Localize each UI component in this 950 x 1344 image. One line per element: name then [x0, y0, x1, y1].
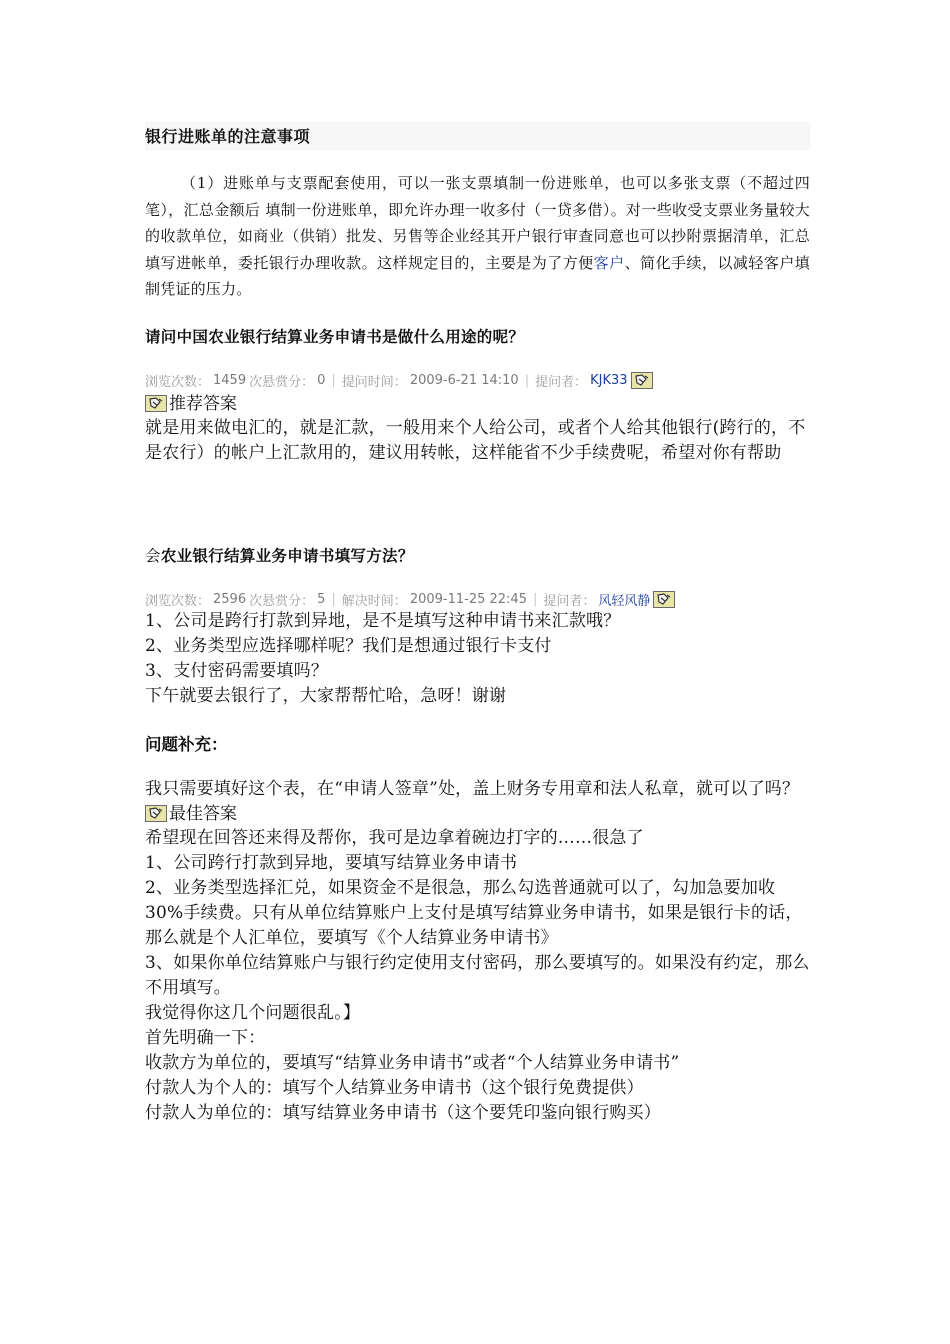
asker-link[interactable]: 风轻风静	[598, 593, 651, 609]
question2-title-lead: 会	[145, 546, 161, 565]
answer-line: 3、如果你单位结算账户与银行约定使用支付密码，那么要填写的。如果没有约定，那么不用填写。	[145, 952, 810, 998]
question-time: 2009-6-21 14:10	[409, 372, 519, 388]
views-count: 1459	[213, 372, 247, 388]
meta-separator: |	[331, 591, 336, 607]
user-badge-icon	[653, 591, 675, 608]
question2-line: 1、公司是跨行打款到异地，是不是填写这种申请书来汇款哦？	[145, 610, 621, 631]
answer-line: 首先明确一下：	[145, 1027, 266, 1048]
intro-paragraph	[145, 170, 810, 303]
question2-line: 2、业务类型应选择哪样呢？我们是想通过银行卡支付	[145, 635, 552, 656]
best-answer-body	[145, 826, 810, 1126]
supplement-text: 我只需要填好这个表，在“申请人签章”处，盖上财务专用章和法人私章，就可以了吗？	[145, 778, 800, 799]
answer-line: 1、公司跨行打款到异地，要填写结算业务申请书	[145, 852, 518, 873]
recommended-answer-header	[145, 392, 810, 416]
intro-text-2: 、简化手续，以减轻客户填制凭证的压力。	[145, 253, 811, 298]
best-answer-label: 最佳答案	[169, 803, 237, 824]
answer-line: 收款方为单位的，要填写“结算业务申请书”或者“个人结算业务申请书”	[145, 1052, 680, 1073]
intro-text-1: （1）进账单与支票配套使用，可以一张支票填制一份进账单，也可以多张支票（不超过四笔），汇总金额后 填制一份进账单，即允许办理一收多付（一贷多借）。对一些收受支票业务量较大的收款单位，如商业（供销）批发、另售等企业经其开户银行审查同意也可以抄附票据清单，汇总填写进帐单，委托银行办理收款。这样规定目的，主要是为了方便	[145, 174, 810, 272]
question2-line: 下午就要去银行了，大家帮帮忙哈，急呀！谢谢	[145, 685, 507, 706]
page-title: 银行进账单的注意事项	[145, 122, 810, 150]
time-label: 提问时间：	[341, 374, 407, 390]
question1-answer: 就是用来做电汇的，就是汇款，一般用来个人给公司，或者个人给其他银行(跨行的，不是农行）的帐户上汇款用的，建议用转帐，这样能省不少手续费呢，希望对你有帮助	[145, 417, 806, 463]
reward-label: 次悬赏分：	[249, 593, 315, 609]
question2-title	[145, 544, 810, 566]
answer-badge-icon	[145, 395, 167, 412]
question2-meta	[145, 590, 810, 609]
meta-separator: |	[524, 372, 530, 388]
user-badge-icon	[631, 372, 653, 389]
document-page	[145, 122, 810, 1126]
question2-line: 3、支付密码需要填吗？	[145, 660, 329, 681]
views-label: 浏览次数：	[145, 593, 211, 609]
resolved-time: 2009-11-25 22:45	[409, 591, 527, 607]
question2-title-rest: 农业银行结算业务申请书填写方法？	[160, 546, 414, 565]
asker-label: 提问者：	[543, 593, 596, 609]
answer-line: 我觉得你这几个问题很乱。】	[145, 1002, 361, 1023]
question2-body	[145, 609, 810, 709]
answer-badge-icon	[145, 805, 167, 822]
answer-line: 2、业务类型选择汇兑，如果资金不是很急，那么勾选普通就可以了，勾加急要加收30%手续费。只有从单位结算账户上支付是填写结算业务申请书，如果是银行卡的话，那么就是个人汇单位，要填写《个人结算业务申请书》	[145, 877, 803, 948]
question1-title: 请问中国农业银行结算业务申请书是做什么用途的呢？	[145, 327, 525, 346]
reward-value: 5	[317, 591, 326, 607]
customer-link[interactable]: 客户	[593, 253, 625, 272]
meta-separator: |	[331, 372, 336, 388]
recommended-answer-label: 推荐答案	[169, 393, 237, 414]
time-label: 解决时间：	[341, 593, 407, 609]
views-count: 2596	[213, 591, 247, 607]
supplement-label: 问题补充：	[145, 734, 228, 754]
views-label: 浏览次数：	[145, 374, 211, 390]
meta-separator: |	[532, 591, 538, 607]
question1-meta	[145, 371, 810, 390]
answer-line: 付款人为单位的：填写结算业务申请书（这个要凭印鉴向银行购买）	[145, 1102, 661, 1123]
reward-value: 0	[317, 372, 326, 388]
spacer	[145, 466, 810, 544]
answer-line: 付款人为个人的：填写个人结算业务申请书（这个银行免费提供）	[145, 1077, 644, 1098]
asker-label: 提问者：	[535, 374, 588, 390]
best-answer-header	[145, 802, 810, 826]
answer-line: 希望现在回答还来得及帮你，我可是边拿着碗边打字的……很急了	[145, 827, 644, 848]
asker-link[interactable]: KJK33	[590, 372, 628, 388]
reward-label: 次悬赏分：	[249, 374, 315, 390]
